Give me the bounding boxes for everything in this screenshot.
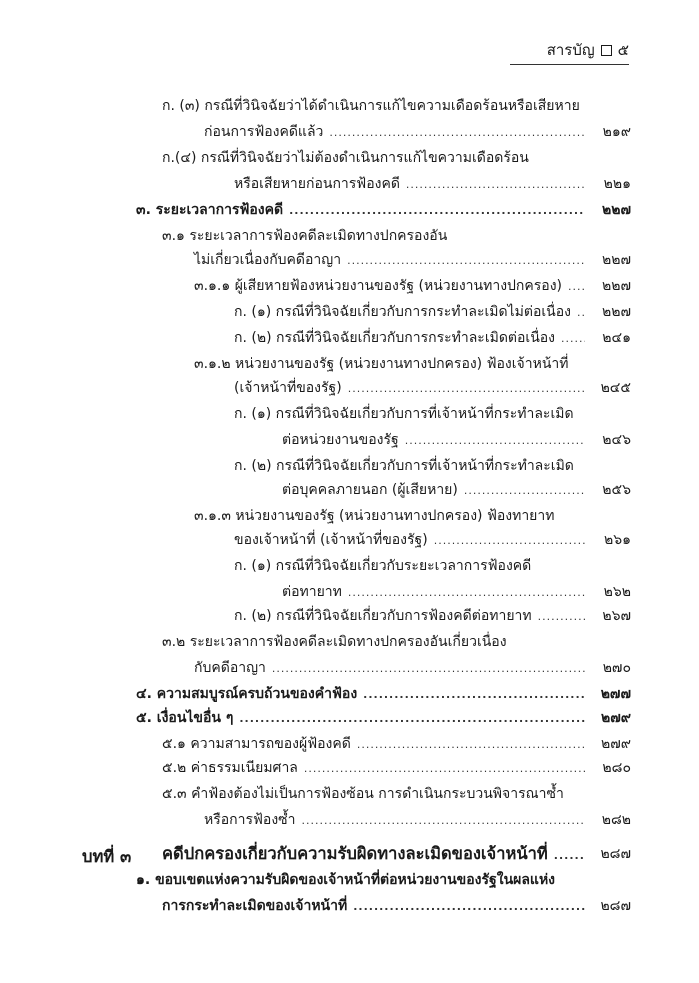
toc-entry: ต่อหน่วยงานของรัฐ ..... ๒๔๖ [0, 430, 591, 451]
toc-entry: ๕.๓ คำฟ้องต้องไม่เป็นการฟ้องซ้อน การดำเนินกระบวนพิจารณาซ้ำ [162, 786, 564, 802]
leader-dots [348, 379, 585, 399]
page-number: ๒๖๑ [603, 532, 631, 548]
toc-entry: หรือเสียหายก่อนการฟ้องคดี ..... ๒๒๑ [0, 174, 591, 195]
page-number: ๒๘๐ [602, 760, 631, 776]
toc-entry: ก. (๒) กรณีที่วินิจฉัยเกี่ยวกับการที่เจ้าหน้าที่กระทำละเมิด [234, 458, 574, 474]
header-title: สารบัญ [546, 41, 595, 59]
page-number: ๒๘๒ [601, 812, 631, 828]
header-page-number: ๕ [617, 41, 629, 59]
toc-entry: ๕.๒ ค่าธรรมเนียมศาล ..... ๒๘๐ [0, 758, 591, 779]
page-number: ๒๔๕ [600, 380, 631, 396]
running-header [547, 38, 629, 62]
leader-dots [329, 123, 585, 143]
toc-entry: ก่อนการฟ้องคดีแล้ว ..... ๒๑๙ [0, 122, 591, 143]
leader-dots [464, 481, 585, 501]
page-number: ๒๑๙ [602, 124, 631, 140]
leader-dots [554, 846, 585, 866]
page-number: ๒๘๗ [600, 898, 631, 914]
leader-dots [347, 251, 585, 271]
square-icon [601, 45, 612, 56]
page-number: ๒๗๙ [600, 736, 631, 752]
leader-dots [348, 583, 585, 603]
toc-entry: กับคดีอาญา ..... ๒๗๐ [0, 658, 591, 679]
page-number: ๒๔๖ [602, 432, 631, 448]
toc-entry: ๓.๑.๓ หน่วยงานของรัฐ (หน่วยงานทางปกครอง) ฟ้องทายาท [194, 508, 555, 524]
chapter-label: บทที่ ๓ [82, 847, 132, 866]
toc-entry: ก. (๓) กรณีที่วินิจฉัยว่าได้ดำเนินการแก้ไขความเดือดร้อนหรือเสียหาย [162, 98, 580, 114]
page-number: ๒๖๒ [603, 584, 631, 600]
page-number: ๒๔๑ [602, 330, 631, 346]
leader-dots [577, 303, 585, 323]
leader-dots [353, 897, 585, 917]
toc-entry: ก. (๑) กรณีที่วินิจฉัยเกี่ยวกับการที่เจ้าหน้าที่กระทำละเมิด [234, 406, 574, 422]
page-number: ๒๒๑ [603, 176, 631, 192]
toc-entry: ๓.๒ ระยะเวลาการฟ้องคดีละเมิดทางปกครองอันเกี่ยวเนื่อง [162, 634, 507, 650]
leader-dots [357, 735, 585, 755]
leader-dots [561, 329, 585, 349]
leader-dots [538, 607, 585, 627]
leader-dots [406, 175, 585, 195]
toc-entry: ๑. ขอบเขตแห่งความรับผิดของเจ้าหน้าที่ต่อหน่วยงานของรัฐในผลแห่ง [136, 872, 556, 888]
toc-entry: ๔. ความสมบูรณ์ครบถ้วนของคำฟ้อง ..... ๒๗๗ [0, 684, 591, 705]
page-number: ๒๕๖ [602, 482, 631, 498]
toc-entry: ก. (๒) กรณีที่วินิจฉัยเกี่ยวกับการกระทำละเมิดต่อเนื่อง ..... ๒๔๑ [0, 328, 591, 349]
leader-dots [302, 811, 585, 831]
toc-entry: ก.(๔) กรณีที่วินิจฉัยว่าไม่ต้องดำเนินการแก้ไขความเดือดร้อน [162, 150, 529, 166]
toc-entry: ก. (๑) กรณีที่วินิจฉัยเกี่ยวกับการกระทำละเมิดไม่ต่อเนื่อง ..... ๒๒๗ [0, 302, 591, 323]
page-number: ๒๒๗ [602, 304, 631, 320]
toc-entry: การกระทำละเมิดของเจ้าหน้าที่ ..... ๒๘๗ [0, 896, 591, 917]
page-number: ๒๗๗ [600, 686, 631, 702]
toc-entry-chapter: คดีปกครองเกี่ยวกับความรับผิดทางละเมิดของเจ้าหน้าที่ ..... ๒๘๗ [0, 844, 591, 866]
toc-entry: ก. (๑) กรณีที่วินิจฉัยเกี่ยวกับระยะเวลาการฟ้องคดี [234, 558, 532, 574]
leader-dots [434, 531, 585, 551]
leader-dots [272, 659, 585, 679]
toc-entry: ๓.๑ ระยะเวลาการฟ้องคดีละเมิดทางปกครองอัน [162, 228, 448, 244]
page-number: ๒๒๗ [602, 202, 631, 218]
toc-entry: ๓. ระยะเวลาการฟ้องคดี ..... ๒๒๗ [0, 200, 591, 221]
toc-entry: ๓.๑.๑ ผู้เสียหายฟ้องหน่วยงานของรัฐ (หน่วยงานทางปกครอง) ..... ๒๒๗ [0, 276, 591, 297]
toc-entry: ๓.๑.๒ หน่วยงานของรัฐ (หน่วยงานทางปกครอง) ฟ้องเจ้าหน้าที่ [194, 356, 569, 372]
toc-entry: ของเจ้าหน้าที่ (เจ้าหน้าที่ของรัฐ) ..... ๒๖๑ [0, 530, 591, 551]
leader-dots [289, 201, 585, 221]
toc-entry: ๕.๑ ความสามารถของผู้ฟ้องคดี ..... ๒๗๙ [0, 734, 591, 755]
page-number: ๒๒๗ [602, 252, 631, 268]
page-number: ๒๒๗ [602, 278, 631, 294]
page-number: ๒๗๙ [600, 710, 631, 726]
page-number: ๒๗๐ [602, 660, 631, 676]
toc-entry: ต่อทายาท ..... ๒๖๒ [0, 582, 591, 603]
toc-entry: (เจ้าหน้าที่ของรัฐ) ..... ๒๔๕ [0, 378, 591, 399]
page-number: ๒๖๗ [602, 608, 631, 624]
leader-dots [405, 431, 585, 451]
toc-entry: ๕. เงื่อนไขอื่น ๆ ..... ๒๗๙ [0, 708, 591, 729]
page-number: ๒๘๗ [600, 846, 631, 862]
leader-dots [363, 685, 585, 705]
toc-entry: ไม่เกี่ยวเนื่องกับคดีอาญา ..... ๒๒๗ [0, 250, 591, 271]
toc-entry: หรือการฟ้องซ้ำ ..... ๒๘๒ [0, 810, 591, 831]
toc-entry: ต่อบุคคลภายนอก (ผู้เสียหาย) ..... ๒๕๖ [0, 480, 591, 501]
leader-dots [239, 709, 585, 729]
header-rule [510, 64, 629, 65]
toc-entry: ก. (๒) กรณีที่วินิจฉัยเกี่ยวกับการฟ้องคดีต่อทายาท ..... ๒๖๗ [0, 606, 591, 627]
leader-dots [568, 277, 585, 297]
leader-dots [304, 759, 585, 779]
